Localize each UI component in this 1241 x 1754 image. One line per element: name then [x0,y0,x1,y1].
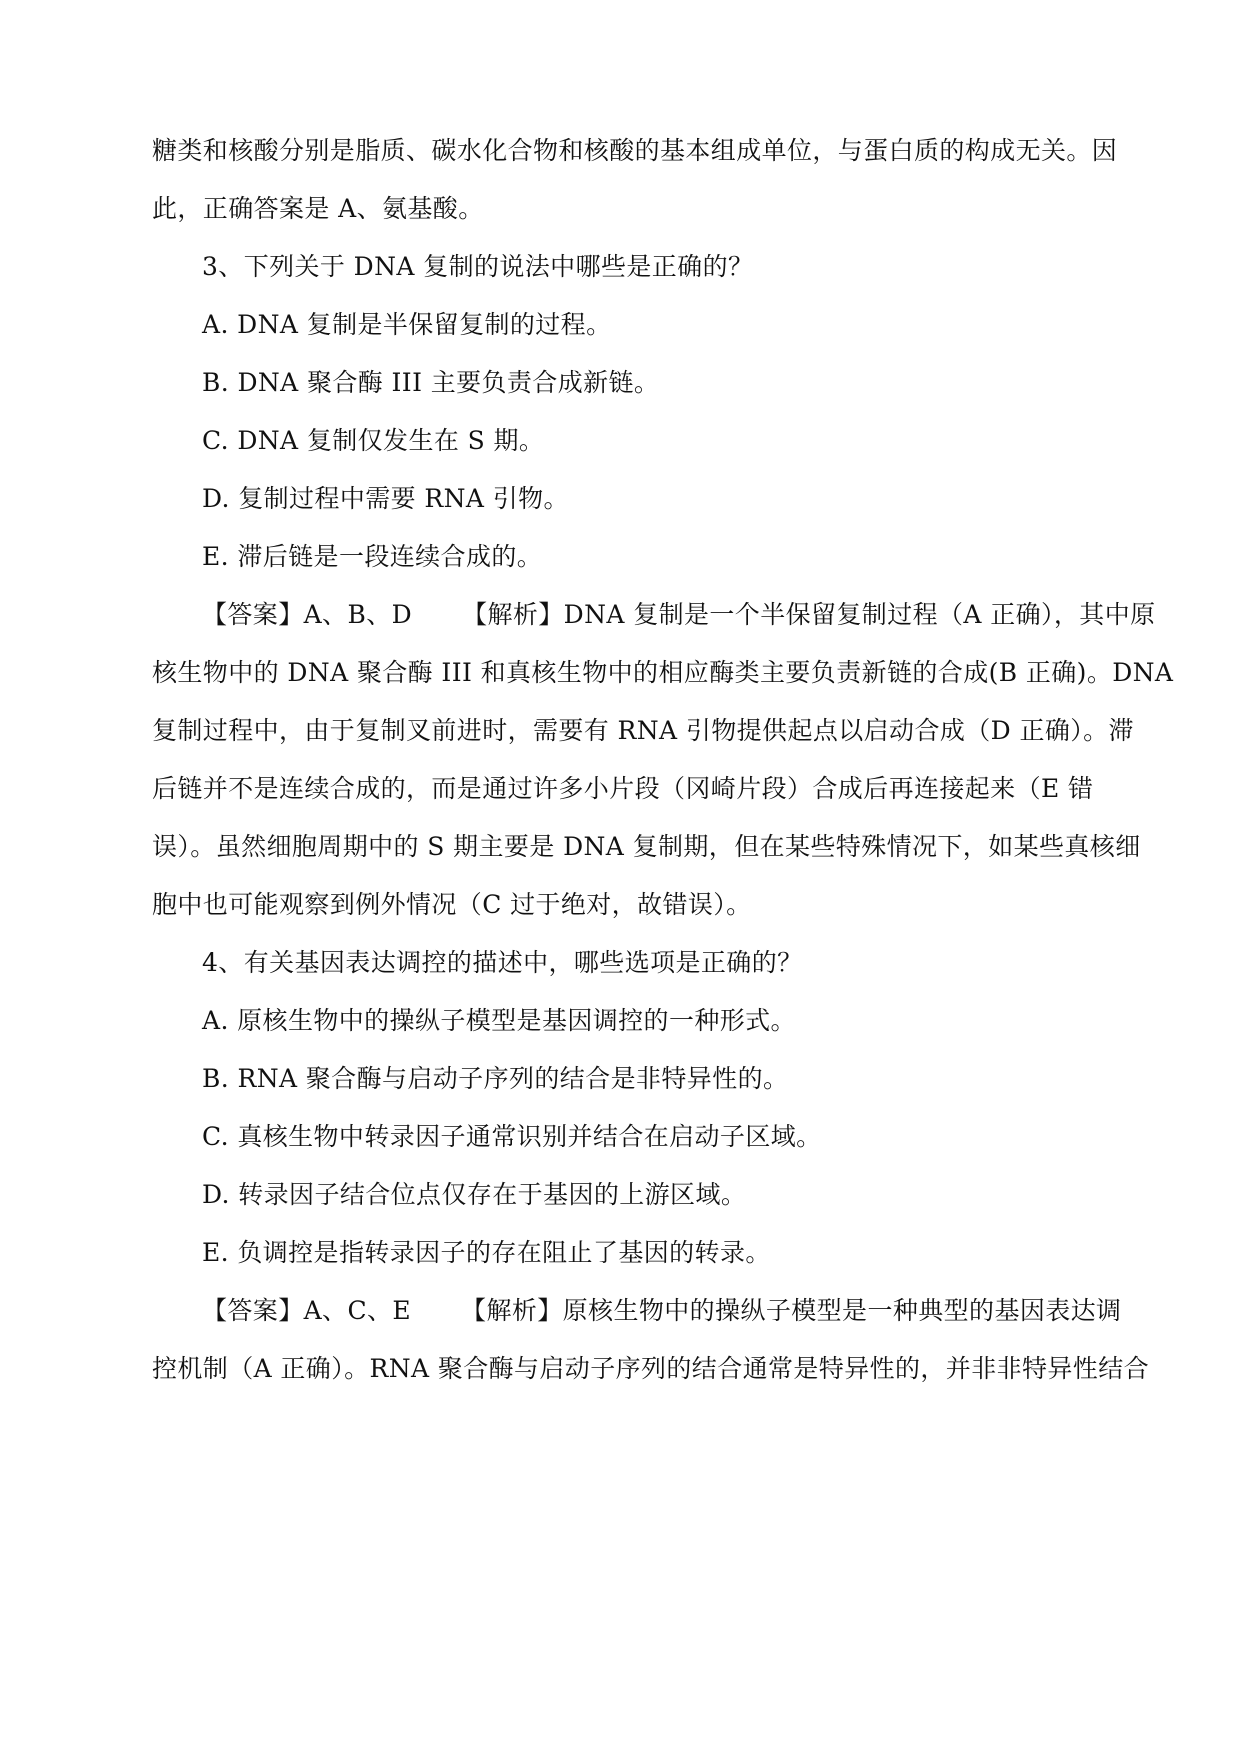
question-4-option-b: B. RNA 聚合酶与启动子序列的结合是非特异性的。 [202,1064,789,1093]
question-3-option-a: A. DNA 复制是半保留复制的过程。 [202,310,612,339]
question-4-option-e: E. 负调控是指转录因子的存在阻止了基因的转录。 [202,1238,771,1267]
question-3-option-c: C. DNA 复制仅发生在 S 期。 [202,426,545,455]
analysis-line: 复制过程中，由于复制叉前进时，需要有 RNA 引物提供起点以启动合成（D 正确）。滞 [152,716,1134,745]
question-4-answer-line [202,1296,1121,1326]
question-3-title: 3、下列关于 DNA 复制的说法中哪些是正确的？ [202,252,754,281]
question-4-analysis-start: 【解析】原核生物中的操纵子模型是一种典型的基因表达调 [461,1296,1122,1325]
analysis-line: 核生物中的 DNA 聚合酶 III 和真核生物中的相应酶类主要负责新链的合成(B 正确)。DNA [152,658,1174,687]
paragraph-line: 此，正确答案是 A、氨基酸。 [152,194,484,223]
question-4-option-a: A. 原核生物中的操纵子模型是基因调控的一种形式。 [202,1006,796,1035]
question-4-answer: 【答案】A、C、E [202,1296,412,1325]
question-4-option-c: C. 真核生物中转录因子通常识别并结合在启动子区域。 [202,1122,822,1151]
question-3-answer-line [202,600,1156,630]
analysis-line: 误）。虽然细胞周期中的 S 期主要是 DNA 复制期，但在某些特殊情况下，如某些真核细 [152,832,1141,861]
question-3-option-d: D. 复制过程中需要 RNA 引物。 [202,484,569,513]
analysis-line: 控机制（A 正确）。RNA 聚合酶与启动子序列的结合通常是特异性的，并非非特异性结合 [152,1354,1150,1383]
question-4-title: 4、有关基因表达调控的描述中，哪些选项是正确的？ [202,948,803,977]
question-4-option-d: D. 转录因子结合位点仅存在于基因的上游区域。 [202,1180,747,1209]
question-3-option-b: B. DNA 聚合酶 III 主要负责合成新链。 [202,368,660,397]
paragraph-line: 糖类和核酸分别是脂质、碳水化合物和核酸的基本组成单位，与蛋白质的构成无关。因 [152,136,1118,165]
question-3-option-e: E. 滞后链是一段连续合成的。 [202,542,543,571]
analysis-line: 胞中也可能观察到例外情况（C 过于绝对，故错误）。 [152,890,752,919]
analysis-line: 后链并不是连续合成的，而是通过许多小片段（冈崎片段）合成后再连接起来（E 错 [152,774,1094,803]
question-3-answer: 【答案】A、B、D [202,600,413,629]
question-3-analysis-start: 【解析】DNA 复制是一个半保留复制过程（A 正确），其中原 [462,600,1156,629]
